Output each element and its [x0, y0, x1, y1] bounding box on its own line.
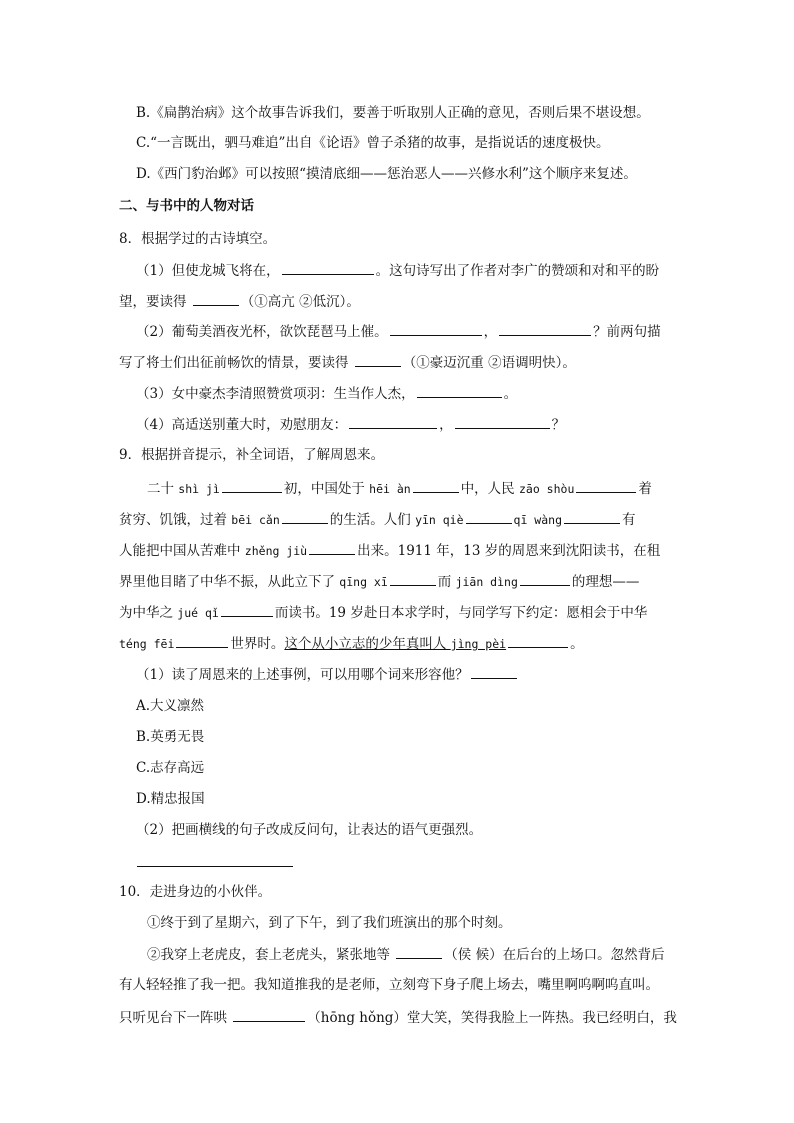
q7-option-c: C.“一言既出，驷马难追”出自《论语》曾子杀猪的故事，是指说话的速度极快。 [136, 135, 610, 151]
answer-line[interactable] [137, 866, 293, 867]
answer-blank[interactable] [499, 321, 591, 336]
q9-passage-line3: 人能把中国从苦难中 zhěng jiù 出来。1911 年，13 岁的周恩来到沈阳读书，在租 [119, 540, 660, 561]
q8-stem: 8．根据学过的古诗填空。 [119, 231, 277, 247]
answer-blank[interactable] [282, 509, 328, 524]
q9-option-a: A.大义凛然 [136, 698, 205, 714]
answer-blank[interactable] [282, 260, 374, 275]
answer-blank[interactable] [576, 478, 636, 493]
answer-blank[interactable] [390, 321, 482, 336]
answer-blank[interactable] [221, 602, 273, 617]
answer-blank[interactable] [455, 414, 550, 429]
q10-line4: 只听见台下一阵哄 （hōng hǒng）堂大笑，笑得我脸上一阵热。我已经明白，我 [119, 1007, 677, 1028]
answer-blank[interactable] [520, 571, 570, 586]
q9-sub2: （2）把画横线的句子改成反问句，让表达的语气更强烈。 [136, 822, 483, 838]
q8-part3: （3）女中豪杰李清照赞赏项羽：生当作人杰， 。 [136, 383, 517, 404]
q8-part2-line1: （2）葡萄美酒夜光杯，欲饮琵琶马上催。 ， ？前两句描 [136, 321, 661, 342]
q9-passage-line2: 贫穷、饥饿，过着 bēi cǎn 的生活。人们 yīn qiè qī wàng 有 [119, 509, 636, 530]
q8-part4: （4）高适送别董大时，劝慰朋友： ， ？ [136, 414, 565, 435]
q9-sub1: （1）读了周恩来的上述事例，可以用哪个词来形容他？ [136, 664, 519, 685]
q9-option-c: C.志存高远 [136, 760, 205, 776]
q10-line3: 有人轻轻推了我一把。我知道推我的是老师，立刻弯下身子爬上场去，嘴里啊呜啊呜直叫。 [119, 977, 659, 993]
q9-passage-line6: téng fēi 世界时。这个从小立志的少年真叫人 jìng pèi 。 [119, 633, 584, 654]
answer-blank[interactable] [396, 944, 442, 959]
q9-option-b: B.英勇无畏 [136, 729, 205, 745]
q8-part1-line1: （1）但使龙城飞将在， 。这句诗写出了作者对李广的赞颂和对和平的盼 [136, 260, 659, 281]
answer-blank[interactable] [349, 414, 437, 429]
q8-part1-line2: 望，要读得 （①高亢 ②低沉）。 [119, 291, 360, 312]
answer-blank[interactable] [176, 633, 228, 648]
q9-passage-line5: 为中华之 jué qǐ 而读书。19 岁赴日本求学时，与同学写下约定：愿相会于中华 [119, 602, 647, 623]
q9-passage-line4: 界里他目睹了中华不振，从此立下了 qīng xī 而 jiān dìng 的理想—— [119, 571, 639, 592]
q8-part2-line2: 写了将士们出征前畅饮的情景，要读得 （①豪迈沉重 ②语调明快）。 [119, 352, 576, 373]
answer-blank[interactable] [193, 291, 239, 306]
answer-blank[interactable] [564, 509, 620, 524]
q10-line2: ②我穿上老虎皮，套上老虎头，紧张地等 （侯 候）在后台的上场口。忽然背后 [147, 944, 665, 965]
answer-blank[interactable] [309, 540, 355, 555]
q10-line1: ①终于到了星期六，到了下午，到了我们班演出的那个时刻。 [147, 915, 512, 931]
q9-option-d: D.精忠报国 [136, 791, 205, 807]
answer-blank[interactable] [413, 478, 459, 493]
answer-blank[interactable] [417, 383, 502, 398]
q7-option-d: D.《西门豹治邺》可以按照“摸清底细——惩治恶人——兴修水利”这个顺序来复述。 [136, 166, 637, 182]
answer-blank[interactable] [508, 633, 568, 648]
q10-stem: 10．走进身边的小伙伴。 [119, 884, 272, 900]
answer-blank[interactable] [390, 571, 436, 586]
underlined-sentence: 这个从小立志的少年真叫人 jìng pèi [284, 636, 507, 652]
answer-blank[interactable] [466, 509, 512, 524]
answer-blank[interactable] [222, 478, 282, 493]
q7-option-b: B.《扁鹊治病》这个故事告诉我们，要善于听取别人正确的意见，否则后果不堪设想。 [136, 105, 650, 121]
q9-stem: 9．根据拼音提示，补全词语，了解周恩来。 [119, 447, 385, 463]
q9-passage-line1: 二十 shì jì 初，中国处于 hēi àn 中，人民 zāo shòu 着 [147, 478, 652, 499]
answer-blank[interactable] [355, 352, 401, 367]
answer-blank[interactable] [471, 664, 517, 679]
section-heading: 二、与书中的人物对话 [119, 198, 254, 214]
answer-blank[interactable] [233, 1007, 305, 1022]
